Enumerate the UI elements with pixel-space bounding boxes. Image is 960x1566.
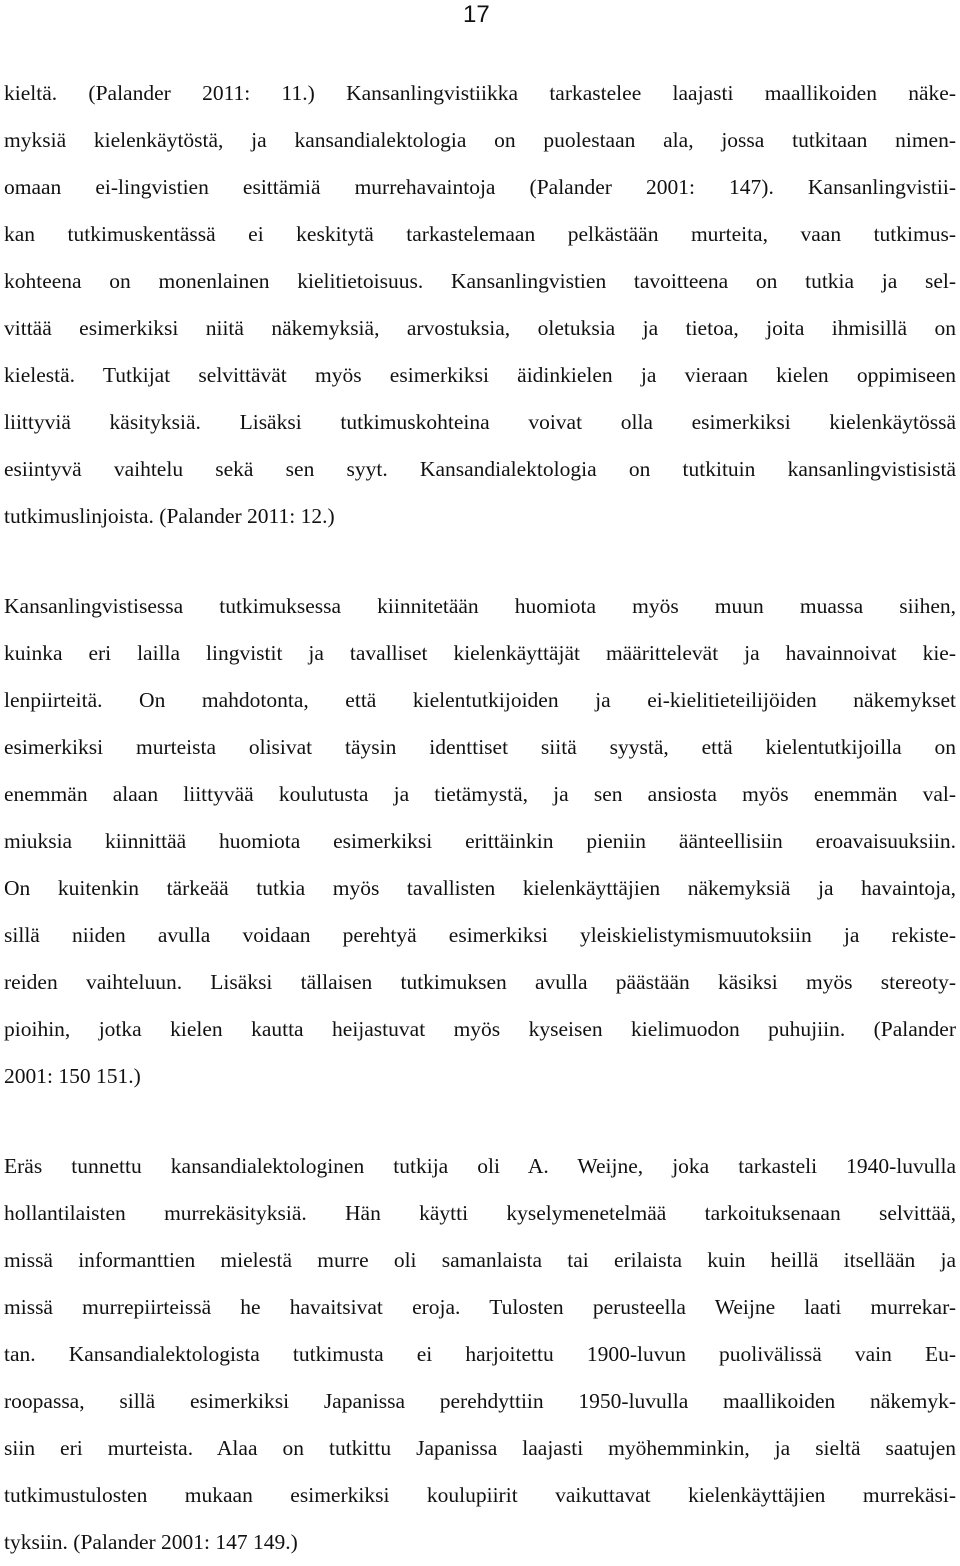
text-line: esiintyvä vaihtelu sekä sen syyt. Kansandialektologia on tutkituin kansanlingvistisistä bbox=[4, 457, 956, 481]
text-line: pioihin, jotka kielen kautta heijastuvat myös kyseisen kielimuodon puhujiin. (Palander bbox=[4, 1017, 956, 1041]
text-line: vittää esimerkiksi niitä näkemyksiä, arvostuksia, oletuksia ja tietoa, joita ihmisillä on bbox=[4, 316, 956, 340]
text-line: On kuitenkin tärkeää tutkia myös tavallisten kielenkäyttäjien näkemyksiä ja havaintoja, bbox=[4, 876, 956, 900]
text-line: hollantilaisten murrekäsityksiä. Hän käytti kyselymenetelmää tarkoituksenaan selvittää, bbox=[4, 1201, 956, 1225]
text-line: enemmän alaan liittyvää koulutusta ja tietämystä, ja sen ansiosta myös enemmän val- bbox=[4, 782, 956, 806]
text-line: tutkimuslinjoista. (Palander 2011: 12.) bbox=[4, 504, 335, 528]
text-line: sillä niiden avulla voidaan perehtyä esimerkiksi yleiskielistymismuutoksiin ja rekiste- bbox=[4, 923, 956, 947]
text-line: omaan ei-lingvistien esittämiä murrehavaintoja (Palander 2001: 147). Kansanlingvistii- bbox=[4, 175, 956, 199]
paragraph-2 bbox=[4, 583, 956, 1100]
text-line: kohteena on monenlainen kielitietoisuus. Kansanlingvistien tavoitteena on tutkia ja sel- bbox=[4, 269, 956, 293]
text-line: missä informanttien mielestä murre oli samanlaista tai erilaista kuin heillä itsellään ja bbox=[4, 1248, 956, 1272]
text-line: Eräs tunnettu kansandialektologinen tutkija oli A. Weijne, joka tarkasteli 1940-luvulla bbox=[4, 1154, 956, 1178]
text-line: kuinka eri lailla lingvistit ja tavalliset kielenkäyttäjät määrittelevät ja havainnoivat kie- bbox=[4, 641, 956, 665]
text-line: reiden vaihteluun. Lisäksi tällaisen tutkimuksen avulla päästään käsiksi myös stereoty- bbox=[4, 970, 956, 994]
text-line: miuksia kiinnittää huomiota esimerkiksi erittäinkin pieniin äänteellisiin eroavaisuuksiin. bbox=[4, 829, 956, 853]
text-line: myksiä kielenkäytöstä, ja kansandialektologia on puolestaan ala, jossa tutkitaan nimen- bbox=[4, 128, 956, 152]
text-line: kielestä. Tutkijat selvittävät myös esimerkiksi äidinkielen ja vieraan kielen oppimiseen bbox=[4, 363, 956, 387]
text-line: 2001: 150 151.) bbox=[4, 1064, 141, 1088]
text-line: tyksiin. (Palander 2001: 147 149.) bbox=[4, 1530, 298, 1554]
page-number: 17 bbox=[463, 1, 490, 28]
text-line: lenpiirteitä. On mahdotonta, että kielentutkijoiden ja ei-kielitieteilijöiden näkemykset bbox=[4, 688, 956, 712]
text-line: Kansanlingvistisessa tutkimuksessa kiinnitetään huomiota myös muun muassa siihen, bbox=[4, 594, 956, 618]
paragraph-3 bbox=[4, 1143, 956, 1566]
text-line: kieltä. (Palander 2011: 11.) Kansanlingvistiikka tarkastelee laajasti maallikoiden näke- bbox=[4, 81, 956, 105]
text-line: roopassa, sillä esimerkiksi Japanissa perehdyttiin 1950-luvulla maallikoiden näkemyk- bbox=[4, 1389, 956, 1413]
text-line: tutkimustulosten mukaan esimerkiksi koulupiirit vaikuttavat kielenkäyttäjien murrekäsi- bbox=[4, 1483, 956, 1507]
text-line: esimerkiksi murteista olisivat täysin identtiset siitä syystä, että kielentutkijoilla on bbox=[4, 735, 956, 759]
text-line: siin eri murteista. Alaa on tutkittu Japanissa laajasti myöhemminkin, ja sieltä saatujen bbox=[4, 1436, 956, 1460]
text-line: kan tutkimuskentässä ei keskitytä tarkastelemaan pelkästään murteita, vaan tutkimus- bbox=[4, 222, 956, 246]
text-line: missä murrepiirteissä he havaitsivat eroja. Tulosten perusteella Weijne laati murrekar- bbox=[4, 1295, 956, 1319]
text-line: tan. Kansandialektologista tutkimusta ei harjoitettu 1900-luvun puolivälissä vain Eu- bbox=[4, 1342, 956, 1366]
paragraph-1 bbox=[4, 70, 956, 540]
text-line: liittyviä käsityksiä. Lisäksi tutkimuskohteina voivat olla esimerkiksi kielenkäytössä bbox=[4, 410, 956, 434]
